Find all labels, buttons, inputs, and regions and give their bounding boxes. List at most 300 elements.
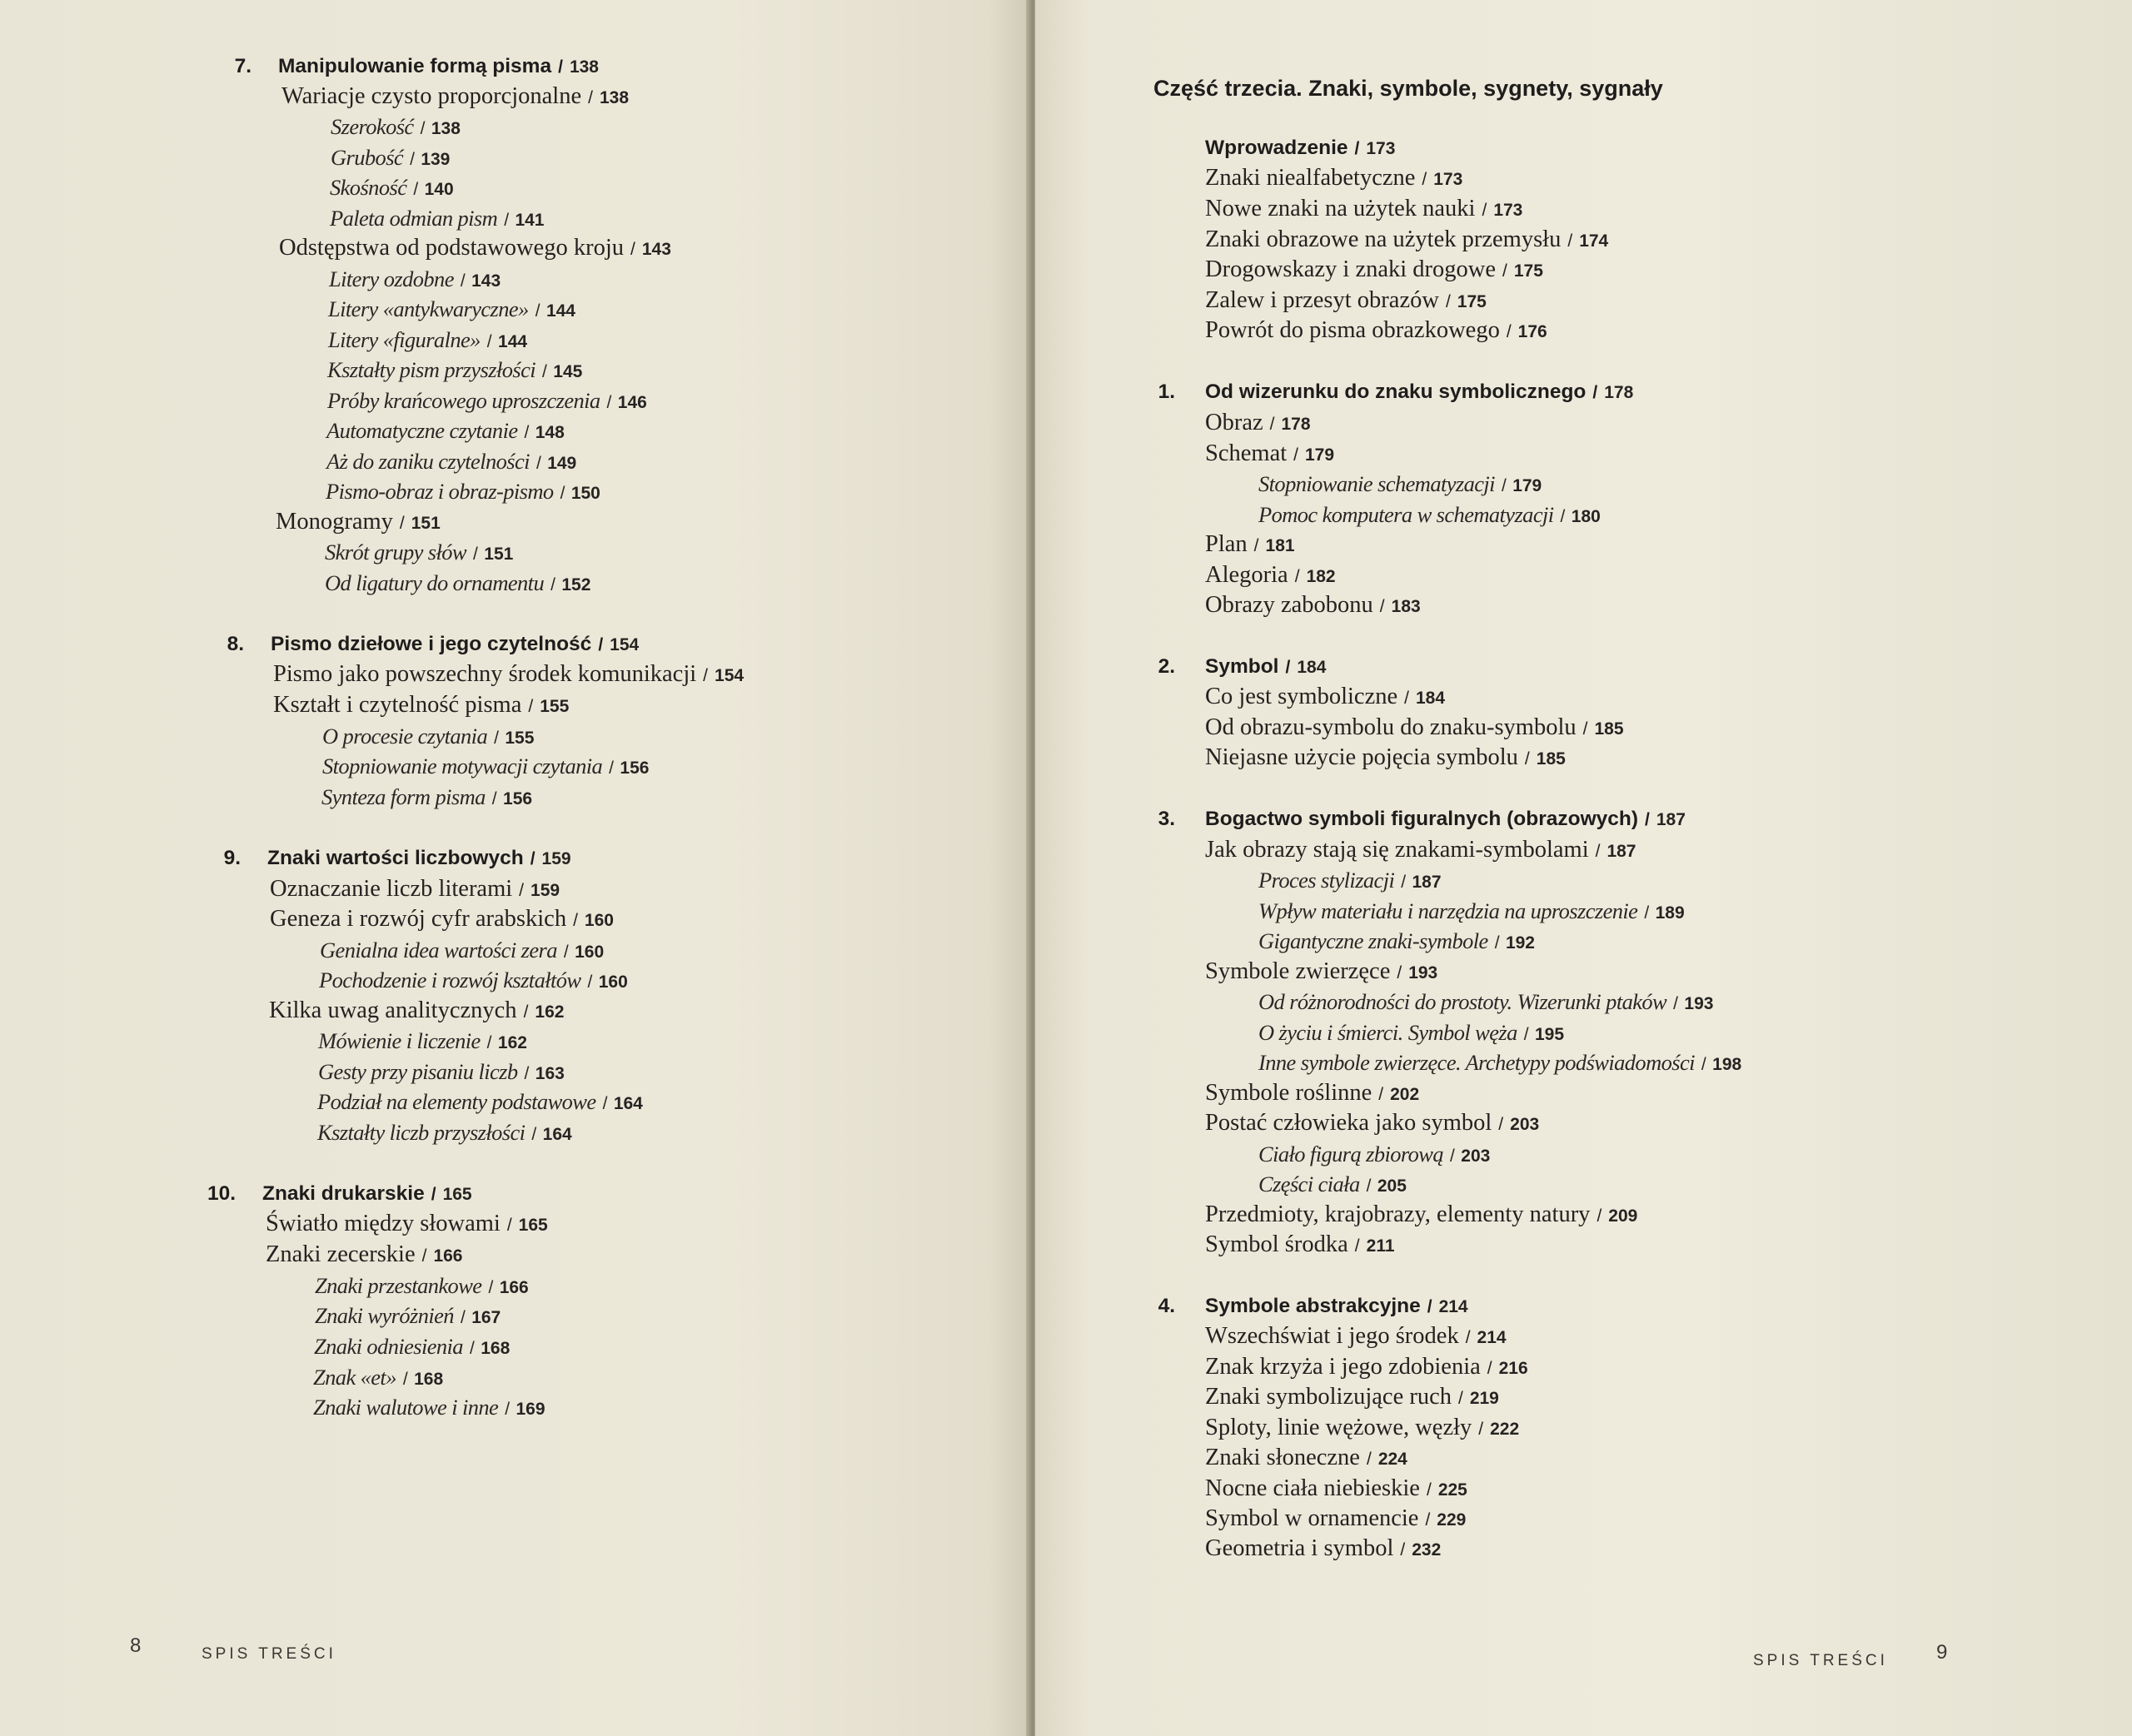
- entry-separator: /: [491, 789, 497, 808]
- entry-title: Kształty pism przyszłości: [327, 357, 536, 382]
- entry-page-number: 189: [1655, 903, 1685, 923]
- entry-title: Symbole roślinne: [1205, 1080, 1372, 1106]
- entry-title: Stopniowanie schematyzacji: [1258, 471, 1495, 496]
- entry-title: Automatyczne czytanie: [326, 418, 518, 443]
- entry-title: Jak obrazy stają się znakami-symbolami: [1205, 837, 1589, 863]
- entry-separator: /: [1378, 1085, 1384, 1104]
- entry-separator: /: [1494, 933, 1499, 953]
- entry-page-number: 175: [1513, 261, 1543, 281]
- chapter-number: 9.: [223, 847, 241, 869]
- entry-title: Podział na elementy podstawowe: [317, 1089, 596, 1114]
- entry-page-number: 175: [1457, 292, 1487, 311]
- right-toc-entry: [1205, 530, 1295, 561]
- entry-separator: /: [399, 514, 405, 533]
- entry-page-number: 167: [471, 1308, 501, 1327]
- entry-page-number: 178: [1281, 415, 1311, 434]
- entry-page-number: 156: [620, 759, 650, 778]
- entry-separator: /: [588, 88, 593, 107]
- left-toc-entry: [314, 1331, 510, 1364]
- entry-separator: /: [494, 729, 499, 748]
- chapter-number: 1.: [1158, 381, 1175, 403]
- entry-page-number: 174: [1579, 231, 1609, 251]
- entry-title: Obrazy zabobonu: [1205, 592, 1373, 618]
- left-toc-entry: [322, 721, 534, 754]
- entry-page-number: 165: [442, 1185, 472, 1204]
- entry-title: Co jest symboliczne: [1205, 684, 1398, 709]
- entry-title: O procesie czytania: [322, 724, 488, 749]
- entry-separator: /: [1379, 597, 1385, 616]
- entry-title: Nocne ciała niebieskie: [1205, 1475, 1420, 1501]
- entry-page-number: 185: [1594, 719, 1624, 739]
- entry-title: Schemat: [1205, 440, 1288, 466]
- left-toc-entry: [331, 142, 450, 175]
- left-toc-entry: [281, 82, 629, 113]
- entry-page-number: 151: [411, 514, 441, 533]
- left-toc-entry: [278, 52, 599, 82]
- entry-separator: /: [1401, 873, 1406, 892]
- entry-title: Pismo dziełowe i jego czytelność: [271, 633, 592, 655]
- entry-separator: /: [1445, 292, 1451, 311]
- entry-page-number: 149: [547, 454, 577, 473]
- right-toc-entry: [1205, 1413, 1519, 1445]
- entry-page-number: 198: [1712, 1055, 1742, 1074]
- right-toc-entry: [1258, 1017, 1564, 1050]
- entry-page-number: 203: [1461, 1147, 1491, 1166]
- right-toc-entry: [1205, 1078, 1419, 1110]
- left-toc-entry: [328, 325, 527, 357]
- entry-page-number: 184: [1415, 689, 1446, 708]
- right-toc-entry: [1205, 1534, 1441, 1565]
- entry-title: Gigantyczne znaki-symbole: [1258, 928, 1488, 953]
- entry-page-number: 162: [535, 1002, 565, 1022]
- entry-page-number: 138: [569, 57, 599, 77]
- entry-page-number: 173: [1366, 139, 1396, 158]
- right-toc-entry: [1205, 1108, 1539, 1140]
- right-toc-entry: [1205, 163, 1462, 195]
- right-toc-entry: [1205, 377, 1633, 408]
- left-toc-entry: [326, 415, 565, 448]
- entry-separator: /: [1285, 658, 1291, 677]
- entry-page-number: 202: [1390, 1085, 1420, 1104]
- entry-title: Symbole zwierzęce: [1205, 958, 1391, 984]
- right-toc-entry: [1205, 1504, 1466, 1535]
- entry-separator: /: [1482, 201, 1487, 220]
- entry-title: Symbol w ornamencie: [1205, 1505, 1419, 1531]
- entry-title: Wpływ materiału i narzędzia na uproszczenie: [1258, 898, 1638, 923]
- entry-separator: /: [573, 911, 578, 930]
- entry-title: Inne symbole zwierzęce. Archetypy podświadomości: [1258, 1050, 1695, 1075]
- entry-title: Niejasne użycie pojęcia symbolu: [1205, 744, 1518, 770]
- entry-page-number: 168: [481, 1339, 511, 1358]
- entry-page-number: 143: [471, 271, 501, 291]
- entry-separator: /: [1498, 1115, 1504, 1134]
- entry-page-number: 138: [431, 119, 461, 138]
- entry-separator: /: [1501, 476, 1507, 495]
- entry-title: Powrót do pisma obrazkowego: [1205, 317, 1500, 343]
- left-toc-entry: [318, 1057, 565, 1089]
- right-toc-entry: [1205, 439, 1334, 470]
- left-toc-entry: [325, 537, 513, 570]
- right-toc-entry: [1205, 255, 1543, 286]
- entry-page-number: 140: [424, 180, 454, 199]
- right-toc-entry: [1205, 1474, 1467, 1505]
- entry-page-number: 168: [414, 1370, 444, 1389]
- entry-title: Kształt i czytelność pisma: [273, 692, 522, 718]
- entry-separator: /: [460, 271, 466, 291]
- entry-page-number: 145: [553, 362, 583, 381]
- entry-separator: /: [528, 697, 534, 716]
- entry-title: Symbole abstrakcyjne: [1205, 1295, 1421, 1317]
- right-toc-entry: [1205, 835, 1636, 867]
- entry-title: Znaki niealfabetyczne: [1205, 165, 1416, 191]
- entry-separator: /: [703, 666, 709, 685]
- left-toc-entry: [318, 1026, 527, 1058]
- entry-separator: /: [1506, 322, 1512, 341]
- right-toc-entry: [1205, 682, 1445, 714]
- entry-title: Znaki słoneczne: [1205, 1445, 1360, 1470]
- entry-page-number: 229: [1437, 1510, 1467, 1530]
- left-toc-entry: [271, 629, 639, 660]
- entry-title: Kształty liczb przyszłości: [317, 1120, 526, 1145]
- entry-separator: /: [469, 1339, 475, 1358]
- entry-title: Znaki obrazowe na użytek przemysłu: [1205, 226, 1562, 252]
- entry-title: Nowe znaki na użytek nauki: [1205, 196, 1476, 221]
- entry-title: Stopniowanie motywacji czytania: [322, 754, 603, 778]
- entry-page-number: 176: [1517, 322, 1547, 341]
- entry-page-number: 166: [499, 1278, 529, 1297]
- entry-separator: /: [523, 1002, 529, 1022]
- right-toc-entry: [1205, 590, 1421, 622]
- entry-separator: /: [505, 1400, 510, 1419]
- right-toc-entry: [1205, 1200, 1637, 1231]
- entry-title: Postać człowieka jako symbol: [1205, 1110, 1492, 1136]
- entry-title: Manipulowanie formą pisma: [278, 55, 552, 77]
- right-toc-entry: [1205, 713, 1624, 744]
- left-running-footer: SPIS TREŚCI: [202, 1645, 336, 1663]
- entry-page-number: 138: [599, 88, 630, 107]
- left-page: [0, 0, 1030, 1736]
- entry-page-number: 180: [1571, 507, 1601, 526]
- entry-title: Próby krańcowego uproszczenia: [327, 388, 600, 413]
- entry-title: Symbol środka: [1205, 1231, 1348, 1257]
- entry-page-number: 165: [518, 1216, 548, 1235]
- left-toc-entry: [328, 294, 575, 326]
- right-toc-entry: [1205, 957, 1437, 988]
- right-toc-entry: [1205, 1291, 1468, 1322]
- entry-title: Synteza form pisma: [321, 784, 486, 809]
- entry-page-number: 195: [1535, 1025, 1565, 1044]
- entry-separator: /: [1400, 1540, 1406, 1559]
- entry-page-number: 179: [1512, 476, 1542, 495]
- entry-title: Znaki przestankowe: [315, 1273, 482, 1298]
- entry-title: Kilka uwag analitycznych: [269, 997, 517, 1023]
- entry-page-number: 185: [1536, 749, 1566, 769]
- entry-page-number: 232: [1412, 1540, 1442, 1559]
- entry-separator: /: [524, 423, 529, 442]
- right-toc-entry: [1205, 1382, 1499, 1414]
- entry-page-number: 160: [575, 943, 605, 962]
- right-toc-entry: [1258, 865, 1442, 898]
- entry-title: Proces stylizacji: [1258, 868, 1395, 893]
- left-toc-entry: [321, 782, 532, 814]
- entry-separator: /: [504, 211, 509, 230]
- left-toc-entry: [276, 507, 441, 539]
- entry-separator: /: [1294, 567, 1300, 586]
- entry-title: Znaki wartości liczbowych: [267, 847, 524, 869]
- entry-separator: /: [1701, 1055, 1706, 1074]
- entry-separator: /: [1524, 749, 1530, 769]
- entry-title: O życiu i śmierci. Symbol węża: [1258, 1020, 1517, 1045]
- left-toc-entry: [317, 1117, 572, 1150]
- chapter-number: 8.: [227, 633, 244, 655]
- right-toc-entry: [1258, 987, 1713, 1019]
- entry-title: Światło między słowami: [266, 1211, 501, 1236]
- entry-separator: /: [587, 972, 592, 992]
- entry-title: Litery «figuralne»: [328, 327, 481, 352]
- entry-title: Od różnorodności do prostoty. Wizerunki ptaków: [1258, 989, 1667, 1014]
- entry-separator: /: [420, 119, 425, 138]
- entry-separator: /: [535, 301, 540, 321]
- entry-separator: /: [1597, 1206, 1602, 1226]
- entry-page-number: 141: [515, 211, 545, 230]
- entry-page-number: 182: [1306, 567, 1336, 586]
- entry-page-number: 225: [1437, 1480, 1467, 1500]
- right-toc-entry: [1205, 804, 1686, 835]
- entry-separator: /: [1673, 994, 1678, 1013]
- entry-page-number: 179: [1304, 445, 1335, 465]
- entry-page-number: 192: [1505, 933, 1535, 953]
- entry-page-number: 159: [531, 881, 560, 900]
- right-toc-entry: [1205, 1443, 1407, 1475]
- left-toc-entry: [317, 1087, 643, 1119]
- left-toc-entry: [313, 1392, 545, 1425]
- entry-separator: /: [1560, 507, 1565, 526]
- entry-separator: /: [473, 545, 478, 564]
- entry-separator: /: [1644, 903, 1649, 923]
- right-page: [1035, 0, 2132, 1736]
- entry-separator: /: [1427, 1297, 1432, 1316]
- entry-page-number: 184: [1297, 658, 1327, 677]
- entry-page-number: 155: [540, 697, 570, 716]
- entry-title: Alegoria: [1205, 562, 1288, 588]
- entry-page-number: 214: [1477, 1328, 1507, 1347]
- entry-page-number: 154: [715, 666, 745, 685]
- left-toc-entry: [329, 264, 501, 296]
- right-toc-entry: [1205, 1321, 1507, 1353]
- entry-separator: /: [1354, 139, 1360, 158]
- entry-page-number: 187: [1412, 873, 1442, 892]
- entry-title: Litery «antykwaryczne»: [328, 296, 529, 321]
- left-toc-entry: [326, 446, 576, 479]
- part-title: Część trzecia. Znaki, symbole, sygnety, sygnały: [1153, 76, 1663, 101]
- entry-title: Odstępstwa od podstawowego kroju: [279, 235, 624, 261]
- right-toc-entry: [1258, 1047, 1741, 1080]
- left-toc-entry: [331, 112, 461, 144]
- left-toc-entry: [266, 1209, 548, 1241]
- entry-page-number: 144: [498, 332, 528, 351]
- right-toc-entry: [1205, 408, 1311, 440]
- chapter-number: 4.: [1158, 1295, 1175, 1317]
- entry-page-number: 139: [421, 150, 451, 169]
- entry-title: Od wizerunku do znaku symbolicznego: [1205, 381, 1587, 403]
- entry-separator: /: [431, 1185, 436, 1204]
- entry-separator: /: [531, 1125, 536, 1144]
- entry-separator: /: [1425, 1510, 1431, 1530]
- entry-title: Bogactwo symboli figuralnych (obrazowych): [1205, 808, 1639, 830]
- entry-page-number: 214: [1438, 1297, 1468, 1316]
- entry-title: Sploty, linie wężowe, węzły: [1205, 1415, 1472, 1440]
- entry-separator: /: [488, 1278, 493, 1297]
- entry-title: Znak krzyża i jego zdobienia: [1205, 1354, 1481, 1380]
- entry-page-number: 169: [516, 1400, 545, 1419]
- entry-title: Wariacje czysto proporcjonalne: [281, 83, 582, 109]
- entry-separator: /: [1523, 1025, 1528, 1044]
- entry-separator: /: [402, 1370, 408, 1389]
- entry-title: Znaki wyróżnień: [315, 1303, 454, 1328]
- entry-title: Znak «et»: [313, 1365, 396, 1390]
- entry-title: Szerokość: [331, 114, 414, 139]
- entry-page-number: 160: [584, 911, 614, 930]
- entry-page-number: 209: [1608, 1206, 1638, 1226]
- entry-title: Skrót grupy słów: [325, 540, 467, 565]
- left-toc-entry: [270, 874, 560, 906]
- entry-title: Mówienie i liczenie: [318, 1028, 481, 1053]
- chapter-number: 3.: [1158, 808, 1175, 830]
- right-toc-entry: [1258, 500, 1601, 532]
- right-toc-entry: [1205, 1230, 1395, 1261]
- entry-separator: /: [1366, 1176, 1371, 1196]
- entry-title: Pochodzenie i rozwój kształtów: [319, 967, 581, 992]
- left-toc-entry: [322, 751, 649, 783]
- entry-page-number: 166: [433, 1246, 463, 1266]
- right-toc-entry: [1258, 926, 1535, 958]
- left-toc-entry: [319, 965, 628, 997]
- entry-separator: /: [1465, 1328, 1471, 1347]
- right-running-footer: SPIS TREŚCI: [1753, 1652, 1888, 1669]
- entry-separator: /: [1269, 415, 1275, 434]
- entry-page-number: 211: [1366, 1236, 1395, 1256]
- entry-title: Znaki walutowe i inne: [313, 1395, 499, 1420]
- entry-separator: /: [606, 393, 611, 412]
- entry-separator: /: [486, 332, 492, 351]
- entry-separator: /: [563, 943, 569, 962]
- entry-separator: /: [1457, 1389, 1463, 1408]
- entry-separator: /: [486, 1033, 491, 1052]
- entry-page-number: 164: [613, 1094, 643, 1113]
- entry-separator: /: [1293, 445, 1298, 465]
- entry-separator: /: [558, 57, 563, 77]
- right-toc-entry: [1205, 225, 1608, 256]
- entry-separator: /: [1397, 963, 1402, 982]
- left-toc-entry: [315, 1301, 501, 1333]
- entry-page-number: 162: [497, 1033, 527, 1052]
- entry-separator: /: [1450, 1147, 1455, 1166]
- entry-separator: /: [1592, 383, 1598, 402]
- entry-page-number: 148: [535, 423, 565, 442]
- entry-page-number: 163: [535, 1064, 565, 1083]
- entry-separator: /: [1366, 1450, 1372, 1469]
- entry-title: Oznaczanie liczb literami: [270, 876, 513, 902]
- entry-separator: /: [1404, 689, 1409, 708]
- entry-separator: /: [609, 759, 614, 778]
- chapter-number: 2.: [1158, 655, 1175, 678]
- entry-separator: /: [1478, 1420, 1484, 1439]
- left-toc-entry: [315, 1271, 529, 1303]
- entry-page-number: 144: [545, 301, 575, 321]
- entry-page-number: 222: [1490, 1420, 1520, 1439]
- right-toc-entry: [1205, 652, 1326, 683]
- entry-title: Znaki odniesienia: [314, 1334, 463, 1359]
- entry-page-number: 205: [1377, 1176, 1407, 1196]
- entry-separator: /: [1645, 810, 1650, 829]
- left-toc-entry: [326, 476, 600, 509]
- entry-separator: /: [602, 1094, 607, 1113]
- entry-title: Genialna idea wartości zera: [320, 938, 557, 963]
- entry-page-number: 178: [1604, 383, 1634, 402]
- entry-page-number: 181: [1265, 536, 1295, 555]
- left-toc-entry: [279, 233, 671, 265]
- left-toc-entry: [327, 355, 582, 387]
- entry-page-number: 187: [1656, 810, 1686, 829]
- entry-separator: /: [530, 849, 535, 868]
- entry-page-number: 173: [1493, 201, 1523, 220]
- entry-page-number: 203: [1510, 1115, 1540, 1134]
- entry-title: Znaki symbolizujące ruch: [1205, 1384, 1452, 1410]
- entry-page-number: 173: [1433, 170, 1463, 189]
- entry-separator: /: [421, 1246, 427, 1266]
- entry-separator: /: [630, 240, 635, 259]
- right-toc-entry: [1258, 896, 1685, 928]
- entry-page-number: 183: [1391, 597, 1421, 616]
- entry-page-number: 219: [1469, 1389, 1499, 1408]
- left-toc-entry: [320, 935, 604, 967]
- left-toc-entry: [262, 1179, 472, 1210]
- entry-separator: /: [413, 180, 418, 199]
- entry-page-number: 193: [1408, 963, 1438, 982]
- entry-page-number: 224: [1377, 1450, 1407, 1469]
- entry-page-number: 164: [542, 1125, 572, 1144]
- entry-separator: /: [1582, 719, 1588, 739]
- entry-title: Geometria i symbol: [1205, 1535, 1394, 1561]
- entry-page-number: 146: [617, 393, 647, 412]
- left-toc-entry: [325, 568, 590, 600]
- right-toc-entry: [1205, 316, 1547, 347]
- entry-title: Ciało figurą zbiorową: [1258, 1142, 1444, 1166]
- entry-separator: /: [560, 484, 565, 503]
- entry-page-number: 216: [1498, 1359, 1528, 1378]
- right-toc-entry: [1205, 133, 1395, 164]
- entry-title: Od obrazu-symbolu do znaku-symbolu: [1205, 714, 1577, 740]
- entry-page-number: 155: [505, 729, 535, 748]
- entry-title: Geneza i rozwój cyfr arabskich: [270, 906, 567, 932]
- entry-page-number: 187: [1606, 842, 1636, 861]
- entry-title: Znaki drukarskie: [262, 1182, 425, 1205]
- entry-title: Grubość: [331, 145, 404, 170]
- entry-separator: /: [1426, 1480, 1432, 1500]
- entry-title: Gesty przy pisaniu liczb: [318, 1059, 518, 1084]
- right-toc-entry: [1258, 1169, 1407, 1201]
- entry-separator: /: [1487, 1359, 1492, 1378]
- left-toc-entry: [266, 1240, 463, 1271]
- entry-separator: /: [1567, 231, 1573, 251]
- entry-separator: /: [410, 150, 415, 169]
- entry-title: Wprowadzenie: [1205, 137, 1348, 159]
- entry-title: Plan: [1205, 531, 1248, 557]
- entry-separator: /: [506, 1216, 512, 1235]
- entry-separator: /: [598, 635, 604, 654]
- entry-page-number: 151: [484, 545, 514, 564]
- left-toc-entry: [313, 1362, 443, 1395]
